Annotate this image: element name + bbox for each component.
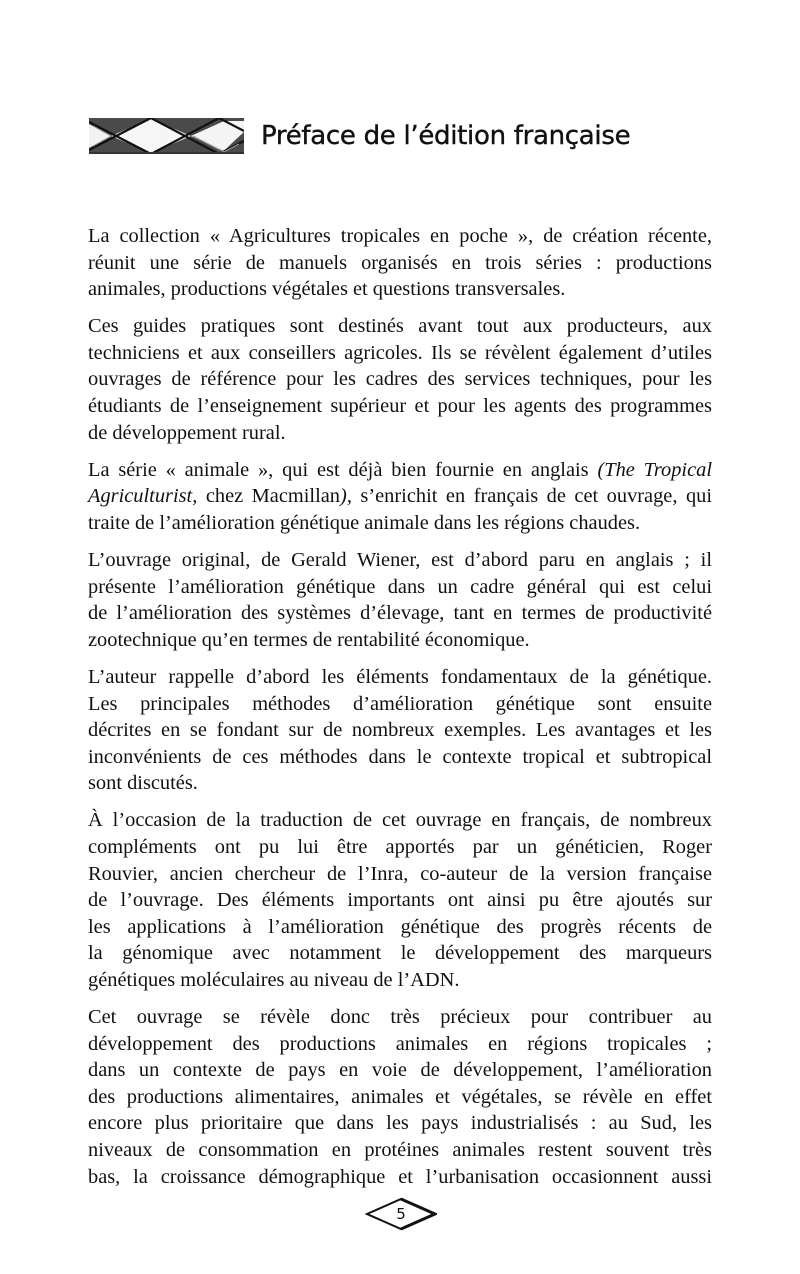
text-line: développement des productions animales en régions tropicales ; [88, 1032, 712, 1055]
text-segment: , s’enrichit en français de cet ouvrage, qui [346, 485, 713, 508]
text-line: présente l’amélioration génétique dans un cadre général qui est celui [88, 575, 712, 598]
paragraph [88, 223, 712, 303]
paragraph [88, 807, 712, 993]
text-line [88, 483, 712, 510]
text-line [88, 457, 712, 484]
text-line: Rouvier, ancien chercheur de l’Inra, co-auteur de la version française [88, 862, 712, 885]
text-line: niveaux de consommation en protéines animales restent souvent très [88, 1139, 712, 1161]
text-line: encore plus prioritaire que dans les pays industrialisés : au Sud, les [88, 1112, 712, 1135]
text-line: des productions alimentaires, animales et végétales, se révèle en effet [88, 1085, 712, 1108]
paragraph [88, 457, 712, 537]
text-line: traite de l’amélioration génétique animale dans les régions chaudes. [88, 511, 641, 534]
paragraph [88, 1004, 712, 1190]
text-line: L’auteur rappelle d’abord les éléments fondamentaux de la génétique. [88, 665, 712, 688]
text-segment: La série « animale », qui est déjà bien fournie en anglais [88, 458, 598, 481]
text-line: de l’amélioration des systèmes d’élevage, tant en termes de productivité [88, 602, 712, 625]
italic-segment: Agriculturist, [88, 485, 198, 508]
page-title: Préface de l’édition française [261, 121, 631, 151]
text-line: L’ouvrage original, de Gerald Wiener, est d’abord paru en anglais ; il [88, 549, 712, 572]
text-segment: chez Macmillan [197, 485, 341, 508]
italic-segment: ) [340, 485, 347, 508]
text-line: Les principales méthodes d’amélioration génétique sont ensuite [88, 692, 712, 715]
italic-segment: (The Tropical [597, 458, 712, 481]
text-line: La collection « Agricultures tropicales en poche », de création récente, [88, 225, 712, 247]
paragraph [88, 547, 712, 653]
text-line: bas, la croissance démographique et l’urbanisation occasionnent aussi [88, 1165, 712, 1188]
text-line: Cet ouvrage se révèle donc très précieux pour contribuer au [88, 1006, 712, 1029]
text-line: zootechnique qu’en termes de rentabilité économique. [88, 628, 530, 651]
page-number-label: 5 [396, 1205, 406, 1223]
text-line: compléments ont pu lui être apportés par un généticien, Roger [88, 835, 712, 858]
text-line: À l’occasion de la traduction de cet ouvrage en français, de nombreux [88, 809, 712, 832]
text-line: les applications à l’amélioration génétique des progrès récents de [88, 915, 712, 938]
text-line: Ces guides pratiques sont destinés avant tout aux producteurs, aux [88, 315, 712, 338]
page-number [365, 1196, 437, 1232]
body-text [88, 223, 712, 1201]
text-line: génétiques moléculaires au niveau de l’ADN. [88, 968, 460, 991]
diamond-lattice-ornament-icon [89, 118, 244, 154]
paragraph [88, 664, 712, 797]
text-line: animales, productions végétales et questions transversales. [88, 278, 566, 301]
text-line: inconvénients de ces méthodes dans le contexte tropical et subtropical [88, 745, 712, 768]
text-line: de l’ouvrage. Des éléments importants ont ainsi pu être ajoutés sur [88, 889, 712, 912]
text-line: de développement rural. [88, 421, 286, 444]
text-line: sont discutés. [88, 772, 198, 795]
text-line: techniciens et aux conseillers agricoles. Ils se révèlent également d’utiles [88, 341, 712, 364]
text-line: dans un contexte de pays en voie de développement, l’amélioration [88, 1059, 712, 1082]
text-line: décrites en se fondant sur de nombreux exemples. Les avantages et les [88, 719, 712, 742]
text-line: la génomique avec notamment le développement des marqueurs [88, 942, 712, 965]
text-line: réunit une série de manuels organisés en trois séries : productions [88, 251, 712, 274]
section-header [89, 116, 729, 156]
text-line: étudiants de l’enseignement supérieur et pour les agents des programmes [88, 395, 712, 418]
text-line: ouvrages de référence pour les cadres des services techniques, pour les [88, 368, 712, 391]
paragraph [88, 313, 712, 446]
